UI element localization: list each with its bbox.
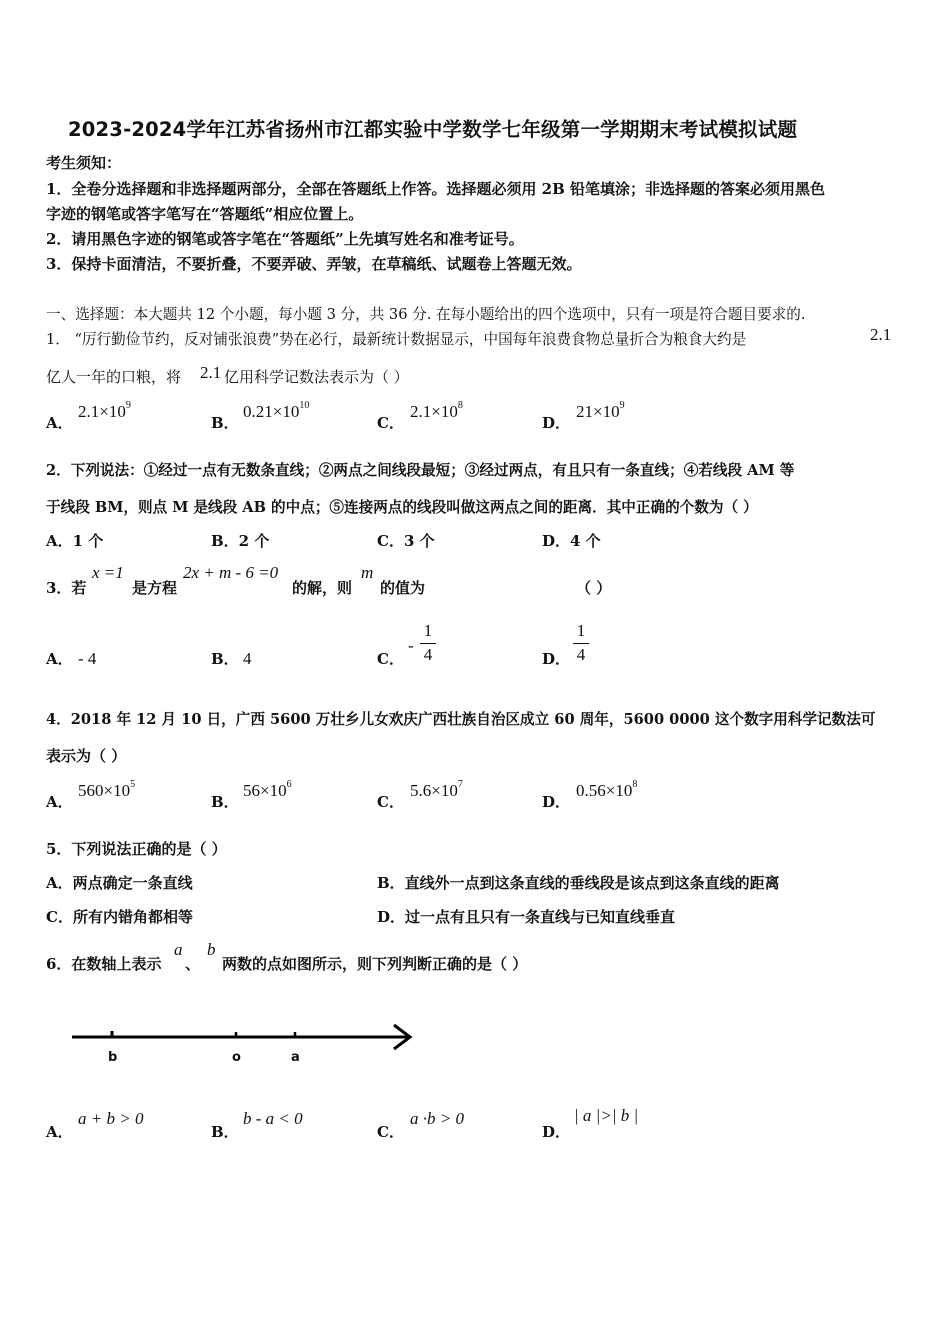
notice-line-1a: 1．全卷分选择题和非选择题两部分，全部在答题纸上作答。选择题必须用 2B 铅笔填涂；非选择题的答案必须用黑色 [46, 180, 826, 198]
q6-option-d: | a |>| b | [574, 1106, 639, 1125]
q1-num: 2.1 [870, 325, 892, 344]
q4-option-b: $56\times 10^6$ [243, 779, 292, 800]
q1-line-2b: 亿用科学记数法表示为（ ） [224, 368, 409, 386]
q1-option-b-label: B． [211, 414, 239, 432]
q4-line-1: 4．2018 年 12 月 10 日，广西 5600 万壮乡儿女欢庆广西壮族自治区成立 60 周年，5600 0000 这个数字用科学记数法可 [46, 711, 876, 728]
q4-option-a-label: A． [46, 793, 73, 811]
q6-var-a: a [174, 940, 183, 959]
q5-option-c: C．所有内错角都相等 [46, 908, 193, 926]
q6-option-a-label: A． [46, 1123, 73, 1141]
q4-option-d-label: D． [542, 793, 571, 811]
q6-option-d-label: D． [542, 1123, 571, 1141]
q1-option-d: $21\times 10^9$ [576, 400, 625, 421]
notice-heading: 考生须知： [46, 154, 122, 172]
q3-option-b: 4 [243, 649, 252, 668]
q3-option-c-fraction: 1 4 [420, 622, 436, 664]
q6-separator: 、 [185, 955, 201, 973]
q3-option-c-sign: - [408, 636, 414, 655]
q2-option-b: B．2 个 [211, 532, 270, 550]
number-line-figure [60, 1015, 430, 1075]
q2-option-d: D．4 个 [542, 532, 601, 550]
q3-answer-paren: （ ） [576, 579, 612, 597]
q5-option-a: A．两点确定一条直线 [46, 874, 193, 892]
page-title: 2023-2024学年江苏省扬州市江都实验中学数学七年级第一学期期末考试模拟试题 [68, 118, 798, 141]
section-heading: 一、选择题：本大题共 12 个小题，每小题 3 分，共 36 分. 在每小题给出的四个选项中，只有一项是符合题目要求的. [46, 306, 806, 323]
q1-line-1: 1． “厉行勤俭节约，反对铺张浪费”势在必行，最新统计数据显示，中国每年浪费食物总量折合为粮食大约是 [46, 331, 747, 348]
q1-option-a: $2.1\times 10^9$ [78, 400, 131, 421]
q6-option-c: a ·b > 0 [410, 1109, 464, 1128]
q1-num-inline: 2.1 [200, 363, 222, 382]
q3-equation-1: x =1 [92, 563, 124, 582]
axis-label-a: a [291, 1050, 300, 1065]
q4-option-c-label: C． [377, 793, 404, 811]
q3-text-3: 的解，则 [292, 579, 353, 597]
q3-equation-2: 2x + m - 6 =0 [183, 563, 279, 582]
q1-line-2a: 亿人一年的口粮，将 [46, 368, 182, 386]
axis-label-b: b [108, 1050, 118, 1065]
q3-option-d-fraction: 1 4 [573, 622, 589, 664]
q5-option-d: D．过一点有且只有一条直线与已知直线垂直 [377, 908, 676, 926]
q2-line-1: 2．下列说法：①经过一点有无数条直线；②两点之间线段最短；③经过两点，有且只有一条直线；④若线段 AM 等 [46, 462, 795, 479]
q3-variable: m [361, 563, 374, 582]
q4-line-2: 表示为（ ） [46, 747, 127, 765]
q5-option-b: B．直线外一点到这条直线的垂线段是该点到这条直线的距离 [377, 874, 780, 892]
q3-option-a: - 4 [78, 649, 97, 668]
notice-line-2: 2．请用黑色字迹的钢笔或答字笔在“答题纸”上先填写姓名和准考证号。 [46, 230, 524, 248]
q1-option-a-label: A． [46, 414, 73, 432]
q3-option-c-label: C． [377, 650, 404, 668]
q1-option-c-label: C． [377, 414, 404, 432]
q4-option-c: $5.6\times 10^7$ [410, 779, 463, 800]
q2-option-c: C．3 个 [377, 532, 435, 550]
q2-option-a: A．1 个 [46, 532, 104, 550]
q3-text-2: 是方程 [132, 579, 178, 597]
q3-text-4: 的值为 [380, 579, 426, 597]
q1-option-d-label: D． [542, 414, 571, 432]
q4-option-a: $560\times 10^5$ [78, 779, 136, 800]
notice-line-3: 3．保持卡面清洁，不要折叠，不要弄破、弄皱，在草稿纸、试题卷上答题无效。 [46, 255, 582, 273]
q6-var-b: b [207, 940, 216, 959]
axis-label-o: o [232, 1050, 241, 1065]
q3-option-d-label: D． [542, 650, 571, 668]
q5-stem: 5．下列说法正确的是（ ） [46, 840, 227, 858]
q4-option-d: $0.56\times 10^8$ [576, 779, 638, 800]
q1-option-b: $0.21\times 10^{10}$ [243, 400, 310, 421]
q6-option-a: a + b > 0 [78, 1109, 144, 1128]
q6-option-c-label: C． [377, 1123, 404, 1141]
q6-text-2: 两数的点如图所示，则下列判断正确的是（ ） [222, 955, 528, 973]
q6-option-b-label: B． [211, 1123, 239, 1141]
q3-option-b-label: B． [211, 650, 239, 668]
notice-line-1b: 字迹的钢笔或答字笔写在“答题纸”相应位置上。 [46, 205, 364, 223]
q4-option-b-label: B． [211, 793, 239, 811]
q3-option-a-label: A． [46, 650, 73, 668]
q6-option-b: b - a < 0 [243, 1109, 303, 1128]
q6-text-1: 6．在数轴上表示 [46, 955, 162, 973]
q2-line-2: 于线段 BM，则点 M 是线段 AB 的中点；⑤连接两点的线段叫做这两点之间的距离．其中正确的个数为（ ） [46, 499, 758, 516]
q1-option-c: $2.1\times 10^8$ [410, 400, 463, 421]
q3-text-1: 3．若 [46, 579, 87, 597]
